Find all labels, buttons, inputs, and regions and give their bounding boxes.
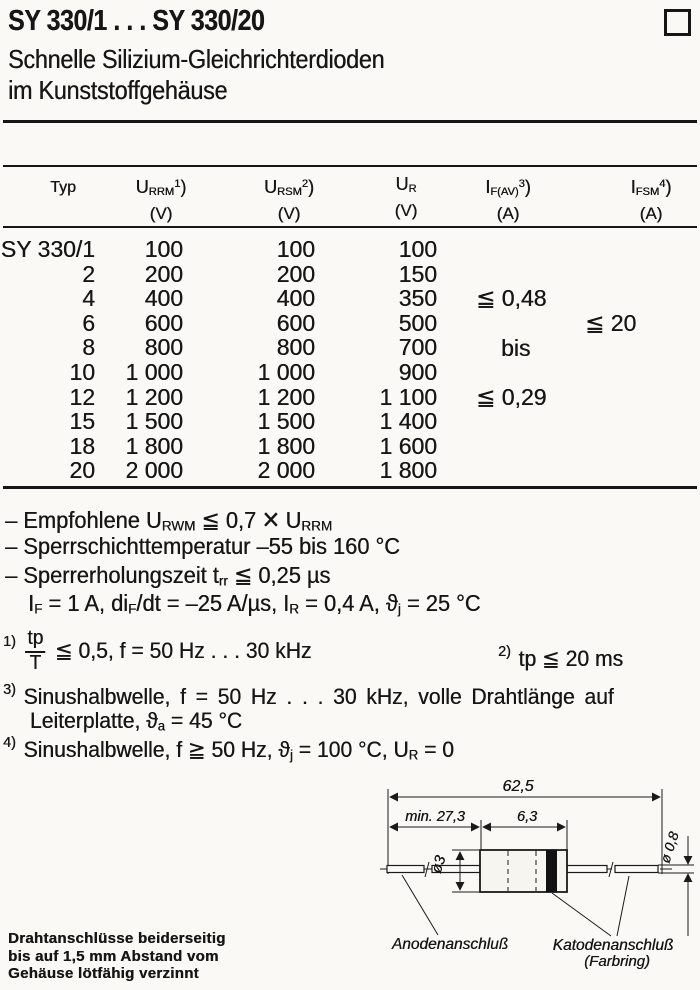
footnote-2-marker: 2) xyxy=(498,643,511,660)
cell-ur: 1 800 xyxy=(379,457,437,484)
table-row xyxy=(0,434,437,459)
cell-urrm: 600 xyxy=(144,309,183,336)
col-header-urrm: $U_{RRM}^1$) (V) xyxy=(135,177,187,224)
cell-ursm: 400 xyxy=(276,285,315,312)
cell-ur: 100 xyxy=(398,236,437,262)
note-test-conditions: $I_F = 1$ A, $di_F/dt = -25$ A/µs, $I_R = 0,4$ A, $ϑ_j = 25$ °C xyxy=(28,590,481,618)
note-reverse-recovery: – Sperrerholungszeit $t_{rr}$ ≦ 0,25 µs xyxy=(5,562,331,590)
table-row xyxy=(0,360,437,385)
cell-typ: SY 330/1 xyxy=(0,236,95,262)
footnote-3-line-1: $^{3)}$ Sinushalbwelle, f = 50 Hz . . . 30 kHz, volle Drahtlänge auf xyxy=(3,681,614,709)
col-header-ur: $U_R$ (V) xyxy=(394,174,418,220)
cell-urrm: 1 000 xyxy=(125,358,183,385)
cell-ursm: 100 xyxy=(276,236,315,262)
cell-urrm: 400 xyxy=(144,285,183,312)
cell-urrm: 200 xyxy=(144,260,183,287)
col-header-ifav: $I_{F(AV)}^3$) (A) xyxy=(485,177,531,224)
duty-cycle-fraction: $\frac{tp}{T}$ xyxy=(27,627,44,674)
dimension-lead-min-label: min. 27,3 xyxy=(405,809,465,825)
cell-typ: 12 xyxy=(69,383,95,410)
col-unit: (V) xyxy=(149,204,173,224)
cathode-label-2: (Farbring) xyxy=(584,953,650,970)
table-row xyxy=(0,262,437,287)
col-header-ursm: $U_{RSM}^2$) (V) xyxy=(263,177,315,224)
cell-urrm: 100 xyxy=(144,236,183,262)
ifav-bis: bis xyxy=(501,335,531,361)
cell-typ: 18 xyxy=(69,432,95,459)
cell-ur: 150 xyxy=(398,260,437,287)
col-unit: (A) xyxy=(639,204,663,224)
dimension-body-dia-label: ø3 xyxy=(427,853,450,876)
cell-ursm: 1 800 xyxy=(257,432,315,459)
solder-note-line-1: Drahtanschlüsse beiderseitig xyxy=(8,930,226,947)
cell-ur: 350 xyxy=(398,285,437,312)
col-header-typ: Typ xyxy=(50,179,76,196)
footnote-3 xyxy=(3,678,614,738)
footnote-1-text: ≦ 0,5, f = 50 Hz . . . 30 kHz xyxy=(54,638,312,664)
note-recommended-urwm: – Empfohlene $U_{RWM}$ ≦ $0,7 \times U_{RRM}$ xyxy=(5,502,333,537)
cell-ur: 1 400 xyxy=(379,408,437,435)
cell-ur: 1 100 xyxy=(379,383,437,410)
cell-ursm: 600 xyxy=(276,309,315,336)
multiplication-cross: × xyxy=(262,502,280,537)
cell-typ: 6 xyxy=(82,309,95,336)
dimension-overall-label: 62,5 xyxy=(502,778,534,795)
table-top-rule xyxy=(3,165,697,167)
cell-urrm: 800 xyxy=(144,334,183,361)
solder-note xyxy=(8,930,226,983)
cell-ursm: 2 000 xyxy=(257,457,315,484)
solder-note-line-2: bis auf 1,5 mm Abstand vom xyxy=(8,947,219,965)
subtitle-line-2: im Kunststoffgehäuse xyxy=(8,75,228,105)
cell-ursm: 1 500 xyxy=(257,408,315,435)
note-junction-temperature: – Sperrschichttemperatur –55 bis 160 °C xyxy=(5,533,400,559)
cell-ur: 1 600 xyxy=(379,432,437,459)
header-rule xyxy=(3,226,697,228)
cathode-lead-inner xyxy=(567,866,607,873)
footnote-1-marker: 1) xyxy=(3,633,16,650)
dimension-body-length-label: 6,3 xyxy=(516,809,538,825)
cell-ur: 900 xyxy=(398,358,437,385)
table-row xyxy=(0,237,437,262)
footnote-3-marker: 3) xyxy=(3,681,16,698)
anode-label: Anodenanschluß xyxy=(391,936,509,953)
table-row xyxy=(0,286,437,311)
table-bottom-rule xyxy=(3,486,697,489)
cathode-leader-line-2 xyxy=(617,876,629,936)
table-body xyxy=(0,237,437,483)
cell-typ: 4 xyxy=(82,285,95,312)
cell-urrm: 1 800 xyxy=(125,432,183,459)
dimension-lead-dia-label: ø 0,8 xyxy=(656,829,682,866)
cell-typ: 2 xyxy=(82,260,95,287)
footnote-1 xyxy=(3,628,311,674)
cell-urrm: 1 200 xyxy=(125,383,183,410)
cell-ursm: 200 xyxy=(276,260,315,287)
anode-leader-line xyxy=(402,875,438,935)
cathode-color-band xyxy=(546,850,557,892)
cathode-leader-line-1 xyxy=(552,893,611,936)
anode-lead-outer xyxy=(387,866,424,873)
cathode-label: Katodenanschluß xyxy=(552,937,674,954)
cell-ursm: 1 000 xyxy=(257,358,315,385)
table-row xyxy=(0,335,437,360)
col-header-ifsm: $I_{FSM}^4$) (A) xyxy=(630,177,672,224)
footnote-4 xyxy=(3,731,454,767)
cell-typ: 8 xyxy=(82,334,95,361)
cathode-lead-outer xyxy=(615,866,658,873)
footnote-4-text: Sinushalbwelle, f ≧ 50 Hz, $ϑ_j = 100$ °C, $U_R = 0$ xyxy=(23,736,454,763)
col-unit: (V) xyxy=(394,201,418,220)
ifsm-max: ≦ 20 xyxy=(585,310,637,336)
footnote-2-text: tp ≦ 20 ms xyxy=(518,645,624,671)
page-subtitle xyxy=(8,44,384,106)
table-row xyxy=(0,311,437,336)
ifav-max-upper: ≦ 0,48 xyxy=(476,285,547,311)
cell-urrm: 1 500 xyxy=(125,408,183,435)
page-title: SY 330/1 . . . SY 330/20 xyxy=(8,5,265,37)
table-row xyxy=(0,458,437,483)
cell-typ: 10 xyxy=(69,358,95,385)
table-row xyxy=(0,385,437,410)
table-row xyxy=(0,409,437,434)
subtitle-divider xyxy=(3,120,697,123)
cell-ur: 700 xyxy=(398,334,437,361)
cell-typ: 15 xyxy=(69,408,95,435)
col-unit: (V) xyxy=(277,204,301,224)
col-unit: (A) xyxy=(496,204,520,224)
cell-ur: 500 xyxy=(398,309,437,336)
subtitle-line-1: Schnelle Silizium-Gleichrichterdioden xyxy=(8,44,385,74)
cell-ursm: 1 200 xyxy=(257,383,315,410)
cell-typ: 20 xyxy=(69,457,95,484)
footnote-3-line-2: Leiterplatte, $ϑ_a = 45$ °C xyxy=(29,707,243,734)
cell-ursm: 800 xyxy=(276,334,315,361)
ifav-max-lower: ≦ 0,29 xyxy=(476,384,547,410)
footnote-2 xyxy=(498,640,623,671)
package-outline-drawing xyxy=(340,778,700,978)
solder-note-line-3: Gehäuse lötfähig verzinnt xyxy=(8,965,199,982)
cell-urrm: 2 000 xyxy=(125,457,183,484)
corner-square-icon xyxy=(664,9,691,36)
footnote-4-marker: 4) xyxy=(3,734,16,751)
